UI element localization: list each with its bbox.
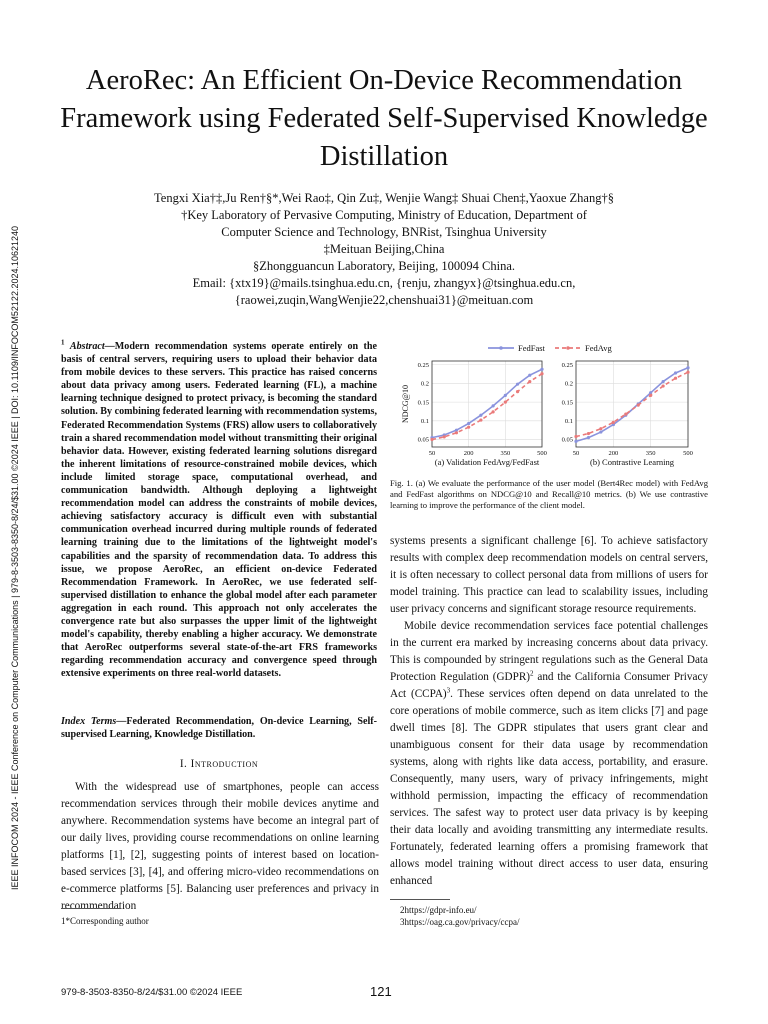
email-line-2: {raowei,zuqin,WangWenjie22,chenshuai31}@meituan.com — [234, 293, 534, 307]
section-number: I. — [179, 758, 188, 770]
data-point-fedfast — [467, 422, 470, 425]
section-heading — [61, 758, 377, 770]
data-point-fedavg — [599, 427, 602, 430]
side-identifier — [10, 160, 24, 890]
data-point-fedavg — [674, 377, 677, 380]
data-point-fedavg — [649, 394, 652, 397]
y-tick-label: 0.05 — [417, 436, 429, 444]
legend-fedavg-marker — [566, 346, 570, 350]
right-paragraph-2-b: and the California Consumer Privacy Act (CCPA) — [390, 671, 709, 700]
data-point-fedavg — [492, 410, 495, 413]
data-point-fedavg — [686, 371, 689, 374]
right-paragraph-2-c: . These services often depend on data unrelated to the core operations of mobile commerce, such as item clicks [7] and page dwell times [8]. The GDPR stipulates that users grant clear and unambiguous consent for their data usage by recommendation systems, along with rights like data access, portability, and erasure. Consequently, many users, wary of privacy infringements, might withhold permission, impacting the efficacy of recommendation services. The safest way to protect user data privacy is by keeping their data locally and avoiding transmitting any intermediate results. Fortunately, federated learning offers a promising framework that allows model training without direct access to user data, ensuring enhanced — [390, 688, 708, 887]
chart-panel-b — [562, 361, 693, 467]
data-point-fedavg — [662, 384, 665, 387]
figure-1-svg — [390, 338, 710, 478]
plot-frame — [576, 361, 688, 447]
section-title: Introduction — [190, 758, 259, 770]
data-point-fedfast — [492, 404, 495, 407]
data-point-fedfast — [479, 414, 482, 417]
data-point-fedavg — [624, 412, 627, 415]
data-point-fedavg — [587, 432, 590, 435]
x-tick-label: 200 — [463, 450, 474, 457]
y-tick-label: 0.05 — [561, 436, 573, 444]
legend-fedavg-label: FedAvg — [585, 343, 612, 353]
abstract-text: —Modern recommendation systems operate entirely on the basis of central servers, requiring users to upload their behavior data from mobile devices to these servers. This practice has raised concerns about data privacy among users. Federated learning (FL), a machine learning technique designed to protect privacy, is becoming the standard solution. By combining federated learning with recommendation systems, Federated Recommendation Systems (FRS) allow users to collaboratively train a shared recommendation model without transmitting their original behavior data. However, existing federated learning solutions disregard the inherent limitations of resource-constrained mobile devices, which include limited storage space, computational overhead, and communication bandwidth. Although deploying a lightweight recommendation model can address the constraints of mobile devices, achieving satisfactory accuracy is difficult even with substantial communication overhead incurred during multiple rounds of federated learning training due to the limitations of the lightweight model's capabilities and the sparsity of recommendation data. To address this issue, we propose AeroRec, an efficient on-device Federated Recommendation Framework. In AeroRec, we use federated self-supervised distillation to enhance the global model after each parameter aggregation in each round. This approach not only accelerates the convergence rate but also surpasses the upper limit of the lightweight model's capability, thereby enabling a higher accuracy. We demonstrate that AeroRec outperforms several state-of-the-art FRS frameworks regarding recommendation accuracy and convergence speed through extensive experiments on three real-world datasets. — [61, 341, 377, 680]
gdpr-footnote-ref: 2 — [530, 669, 534, 678]
data-point-fedavg — [612, 421, 615, 424]
data-point-fedavg — [637, 404, 640, 407]
footnote-gdpr: 2https://gdpr-info.eu/ — [400, 905, 477, 915]
abstract — [61, 340, 377, 680]
series-line-fedavg — [576, 372, 688, 436]
x-tick-label: 500 — [537, 450, 547, 457]
legend-fedfast-label: FedFast — [518, 343, 545, 353]
x-tick-label: 50 — [428, 450, 436, 457]
data-point-fedfast — [504, 394, 507, 397]
data-point-fedfast — [528, 374, 531, 377]
abstract-marker: 1 — [61, 338, 65, 347]
y-tick-label: 0.15 — [561, 399, 573, 407]
chart-panel-a — [401, 361, 547, 467]
y-tick-label: 0.15 — [417, 399, 429, 407]
data-point-fedavg — [528, 380, 531, 383]
data-point-fedavg — [516, 390, 519, 393]
affiliation-1-line-1: †Key Laboratory of Pervasive Computing, Ministry of Education, Department of — [181, 208, 587, 222]
right-paragraph-1: systems presents a significant challenge [6]. To achieve satisfactory results with complex deep recommendation models on central servers, it is often necessary to collect personal data from millions of users for model training. This practice can lead to scalability issues, including user privacy concerns and significant storage resource requirements. — [390, 535, 708, 615]
data-point-fedfast — [674, 371, 677, 374]
right-column-body — [390, 533, 708, 890]
y-tick-label: 0.25 — [417, 361, 429, 369]
data-point-fedfast — [516, 383, 519, 386]
paper-title: AeroRec: An Efficient On-Device Recommendation Framework using Federated Self-Supervised Knowledge Distillation — [60, 65, 708, 172]
affiliation-1-line-2: Computer Science and Technology, BNRist, Tsinghua University — [221, 225, 547, 239]
index-terms-text: —Federated Recommendation, On-device Learning, Self-supervised Learning, Knowledge Distillation. — [61, 716, 377, 741]
footnote-ccpa: 3https://oag.ca.gov/privacy/ccpa/ — [400, 917, 520, 927]
x-tick-label: 200 — [608, 450, 619, 457]
series-line-fedfast — [432, 369, 542, 437]
author-block — [40, 190, 728, 309]
x-tick-label: 350 — [645, 450, 656, 457]
data-point-fedavg — [504, 401, 507, 404]
data-point-fedfast — [662, 380, 665, 383]
right-paragraph-2-a: Mobile device recommendation services face potential challenges in the current era marked by increasing concerns about data privacy. This is compounded by stringent regulations such as the General Data Protection Regulation (GDPR) — [390, 620, 708, 683]
data-point-fedavg — [540, 372, 543, 375]
email-line-1: Email: {xtx19}@mails.tsinghua.edu.cn, {renju, zhangyx}@tsinghua.edu.cn, — [192, 276, 576, 290]
index-terms — [61, 715, 377, 741]
series-line-fedfast — [576, 368, 688, 442]
y-tick-label: 0.2 — [564, 380, 573, 388]
footnote-rule-right — [390, 899, 450, 900]
side-identifier-text: IEEE INFOCOM 2024 - IEEE Conference on Computer Communications | 979-8-3503-8350-8/24/$31.00 ©2024 IEEE | DOI: 10.1109/INFOCOM52122.2024.10621240 — [10, 225, 20, 890]
footnote-rule-left — [61, 908, 121, 909]
data-point-fedfast — [599, 430, 602, 433]
index-terms-label: Index Terms — [61, 716, 117, 727]
figure-legend — [488, 343, 613, 353]
right-paragraph-2 — [390, 618, 708, 890]
copyright-line: 979-8-3503-8350-8/24/$31.00 ©2024 IEEE — [61, 987, 243, 998]
abstract-label: Abstract — [69, 341, 105, 352]
data-point-fedfast — [686, 366, 689, 369]
x-tick-label: 500 — [683, 450, 693, 457]
y-tick-label: 0.1 — [564, 418, 573, 426]
data-point-fedavg — [574, 435, 577, 438]
x-tick-label: 350 — [500, 450, 511, 457]
affiliation-3: §Zhongguancun Laboratory, Beijing, 100094 China. — [253, 259, 515, 273]
y-tick-label: 0.2 — [420, 380, 429, 388]
data-point-fedavg — [455, 431, 458, 434]
intro-paragraph: With the widespread use of smartphones, people can access recommendation services through their mobile devices anytime and anywhere. Recommendation systems have become an integral part of our daily lives, providing course recommendations on online learning platforms [1], [2], suggesting points of interest based on location-based services [3], [4], and offering micro-video recommendations on e-commerce platforms [5]. Balancing user preferences and privacy in recommendation — [61, 781, 379, 912]
y-axis-label: NDCG@10 — [401, 384, 410, 424]
data-point-fedfast — [540, 368, 543, 371]
y-tick-label: 0.1 — [420, 418, 429, 426]
subplot-caption: (b) Contrastive Learning — [589, 457, 675, 467]
data-point-fedavg — [430, 438, 433, 441]
data-point-fedfast — [587, 436, 590, 439]
subplot-caption: (a) Validation FedAvg/FedFast — [434, 457, 540, 467]
figure-1 — [390, 338, 710, 478]
data-point-fedfast — [574, 440, 577, 443]
footnote-corresponding: 1*Corresponding author — [61, 916, 149, 926]
y-tick-label: 0.25 — [561, 361, 573, 369]
data-point-fedavg — [479, 418, 482, 421]
x-tick-label: 50 — [572, 450, 580, 457]
ccpa-footnote-ref: 3 — [446, 686, 451, 695]
author-names: Tengxi Xia†‡,Ju Ren†§*,Wei Rao‡, Qin Zu‡, Wenjie Wang‡ Shuai Chen‡,Yaoxue Zhang†§ — [154, 191, 614, 205]
left-column-body — [61, 779, 379, 915]
data-point-fedavg — [443, 435, 446, 438]
data-point-fedavg — [467, 426, 470, 429]
affiliation-2: ‡Meituan Beijing,China — [323, 242, 445, 256]
figure-caption: Fig. 1. (a) We evaluate the performance of the user model (Bert4Rec model) with FedAvg and FedFast algorithms on NDCG@10 and Recall@10 metrics. (b) We use contrastive learning to improve the performance of the client model. — [390, 478, 708, 510]
page-number: 121 — [370, 984, 392, 999]
legend-fedfast-marker — [499, 346, 503, 350]
